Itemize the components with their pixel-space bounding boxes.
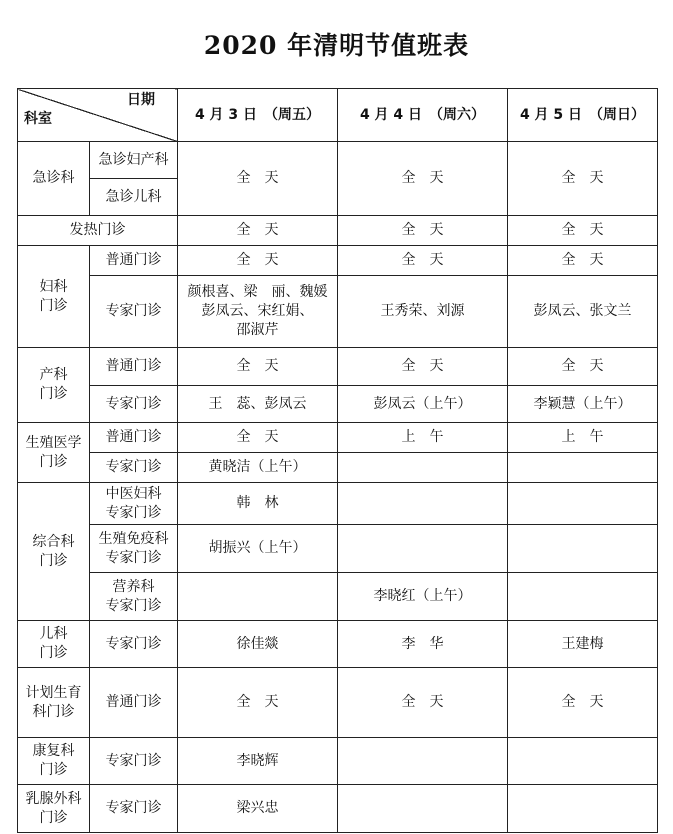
dept-breast-surgery-line2: 门诊: [39, 809, 68, 826]
cell-obst-general-d1: 全 天: [178, 348, 338, 386]
cell-gyn-expert-d3: 彭凤云、张文兰: [508, 276, 658, 348]
corner-dept-label: 科室: [24, 111, 52, 127]
dept-rehabilitation-line1: 康复科: [32, 743, 75, 759]
subdept-repro-expert: 专家门诊: [90, 453, 178, 483]
cell-repro-expert-d3: [508, 453, 658, 483]
table-row: [18, 348, 658, 386]
cell-rehab-d1: 李晓辉: [178, 738, 338, 785]
table-row: [18, 785, 658, 833]
subdept-comp-nutrition: [90, 573, 178, 621]
subdept-emergency-peds: 急诊儿科: [90, 179, 178, 216]
cell-emergency-d3: 全 天: [508, 142, 658, 216]
subdept-ped-expert: 专家门诊: [90, 621, 178, 668]
date-header-3: 4 月 5 日 （周日）: [508, 89, 658, 142]
cell-comp-immune-d2: [338, 525, 508, 573]
cell-comp-tcm-d1: 韩 林: [178, 483, 338, 525]
cell-breast-d2: [338, 785, 508, 833]
subdept-comp-tcm: [90, 483, 178, 525]
dept-rehabilitation-line2: 门诊: [39, 762, 68, 778]
dept-pediatrics-line1: 儿科: [39, 626, 68, 642]
cell-gyn-expert-d1: [178, 276, 338, 348]
cell-obst-general-d2: 全 天: [338, 348, 508, 386]
table-row: [18, 276, 658, 348]
cell-comp-nutri-d1: [178, 573, 338, 621]
table-row: [18, 738, 658, 785]
cell-comp-nutri-d2: 李晓红（上午）: [338, 573, 508, 621]
date-header-1: 4 月 3 日 （周五）: [178, 89, 338, 142]
dept-gynecology: [18, 246, 90, 348]
cell-emergency-d2: 全 天: [338, 142, 508, 216]
table-row: [18, 573, 658, 621]
cell-breast-d1: 梁兴忠: [178, 785, 338, 833]
subdept-obst-expert: 专家门诊: [90, 386, 178, 423]
cell-fever-d3: 全 天: [508, 216, 658, 246]
table-row: [18, 246, 658, 276]
dept-pediatrics-line2: 门诊: [39, 645, 68, 661]
cell-comp-immune-d1: 胡振兴（上午）: [178, 525, 338, 573]
table-row: [18, 453, 658, 483]
cell-fever-d2: 全 天: [338, 216, 508, 246]
table-row: [18, 386, 658, 423]
date-header-2: 4 月 4 日 （周六）: [338, 89, 508, 142]
dept-fever: 发热门诊: [18, 216, 178, 246]
cell-line: 邵淑芹: [236, 322, 279, 338]
subdept-family-general: 普通门诊: [90, 668, 178, 738]
table-row: [18, 142, 658, 179]
cell-family-d1: 全 天: [178, 668, 338, 738]
subdept-line: 专家门诊: [105, 597, 162, 614]
dept-obstetrics: [18, 348, 90, 423]
cell-comp-immune-d3: [508, 525, 658, 573]
cell-repro-general-d2: 上 午: [338, 423, 508, 453]
dept-reproductive-line1: 生殖医学: [25, 434, 82, 451]
cell-family-d2: 全 天: [338, 668, 508, 738]
cell-comp-nutri-d3: [508, 573, 658, 621]
cell-gyn-general-d3: 全 天: [508, 246, 658, 276]
table-row: [18, 483, 658, 525]
cell-repro-general-d1: 全 天: [178, 423, 338, 453]
table-row: [18, 668, 658, 738]
cell-repro-general-d3: 上 午: [508, 423, 658, 453]
dept-reproductive-line2: 门诊: [39, 453, 68, 470]
cell-emergency-d1: 全 天: [178, 142, 338, 216]
subdept-line: 生殖免疫科: [98, 530, 169, 547]
subdept-line: 中医妇科: [105, 485, 162, 502]
dept-breast-surgery: [18, 785, 90, 833]
dept-pediatrics: [18, 621, 90, 668]
cell-obst-expert-d1: 王 蕊、彭凤云: [178, 386, 338, 423]
dept-gynecology-line1: 妇科: [39, 278, 68, 295]
cell-obst-general-d3: 全 天: [508, 348, 658, 386]
dept-family-planning-line2: 科门诊: [32, 703, 75, 720]
dept-comprehensive-line2: 门诊: [39, 552, 68, 569]
cell-rehab-d2: [338, 738, 508, 785]
subdept-line: 专家门诊: [105, 504, 162, 521]
subdept-line: 专家门诊: [105, 549, 162, 566]
dept-comprehensive-line1: 综合科: [32, 533, 75, 550]
dept-obstetrics-line1: 产科: [39, 367, 68, 383]
cell-gyn-expert-d2: 王秀荣、刘源: [338, 276, 508, 348]
cell-ped-d1: 徐佳燚: [178, 621, 338, 668]
dept-comprehensive: [18, 483, 90, 621]
dept-emergency: 急诊科: [18, 142, 90, 216]
header-row: [18, 89, 658, 142]
corner-header-cell: [18, 89, 178, 142]
cell-rehab-d3: [508, 738, 658, 785]
table-row: [18, 216, 658, 246]
subdept-breast-expert: 专家门诊: [90, 785, 178, 833]
duty-table: [17, 88, 658, 833]
cell-family-d3: 全 天: [508, 668, 658, 738]
table-row: [18, 525, 658, 573]
page-title: 2020 年清明节值班表: [203, 31, 470, 60]
cell-gyn-general-d2: 全 天: [338, 246, 508, 276]
cell-obst-expert-d2: 彭凤云（上午）: [338, 386, 508, 423]
subdept-emergency-obgyn: 急诊妇产科: [90, 142, 178, 179]
subdept-line: 营养科: [112, 578, 155, 595]
cell-ped-d3: 王建梅: [508, 621, 658, 668]
subdept-obst-general: 普通门诊: [90, 348, 178, 386]
cell-line: 颜根喜、梁 丽、魏媛: [187, 284, 328, 300]
dept-gynecology-line2: 门诊: [39, 297, 68, 314]
cell-ped-d2: 李 华: [338, 621, 508, 668]
cell-fever-d1: 全 天: [178, 216, 338, 246]
cell-repro-expert-d2: [338, 453, 508, 483]
corner-date-label: 日期: [127, 92, 155, 108]
table-row: [18, 423, 658, 453]
table-row: [18, 621, 658, 668]
dept-rehabilitation: [18, 738, 90, 785]
cell-repro-expert-d1: 黄晓洁（上午）: [178, 453, 338, 483]
cell-comp-tcm-d3: [508, 483, 658, 525]
subdept-comp-immune: [90, 525, 178, 573]
dept-reproductive: [18, 423, 90, 483]
cell-breast-d3: [508, 785, 658, 833]
dept-family-planning: [18, 668, 90, 738]
subdept-repro-general: 普通门诊: [90, 423, 178, 453]
cell-comp-tcm-d2: [338, 483, 508, 525]
subdept-rehab-expert: 专家门诊: [90, 738, 178, 785]
cell-gyn-general-d1: 全 天: [178, 246, 338, 276]
cell-line: 彭凤云、宋红娟、: [201, 303, 314, 319]
cell-obst-expert-d3: 李颖慧（上午）: [508, 386, 658, 423]
dept-obstetrics-line2: 门诊: [39, 386, 68, 402]
dept-family-planning-line1: 计划生育: [25, 684, 82, 701]
subdept-gyn-expert: 专家门诊: [90, 276, 178, 348]
subdept-gyn-general: 普通门诊: [90, 246, 178, 276]
dept-breast-surgery-line1: 乳腺外科: [25, 790, 82, 807]
